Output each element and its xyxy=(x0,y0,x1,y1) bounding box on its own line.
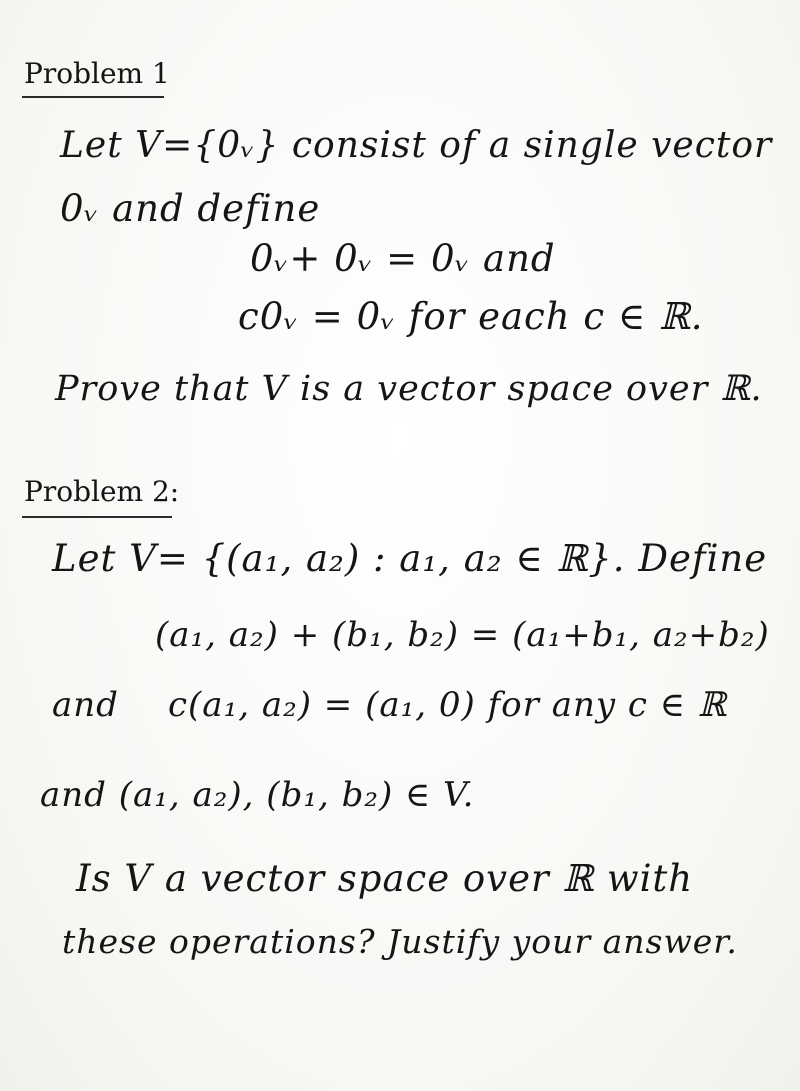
problem-2-heading: Problem 2: xyxy=(24,475,180,508)
problem-1-equation-addition: 0ᵥ+ 0ᵥ = 0ᵥ and xyxy=(250,237,556,280)
problem-1-statement-line-1: Let V={0ᵥ} consist of a single vector xyxy=(60,125,773,166)
problem-1-equation-scalar: c0ᵥ = 0ᵥ for each c ∈ ℝ. xyxy=(238,295,704,338)
problem-2-equation-addition: (a₁, a₂) + (b₁, b₂) = (a₁+b₁, a₂+b₂) xyxy=(155,615,770,655)
problem-2-equation-scalar: c(a₁, a₂) = (a₁, 0) for any c ∈ ℝ xyxy=(168,685,727,725)
problem-2-question-line-2: these operations? Justify your answer. xyxy=(62,922,738,961)
problem-1-statement-line-2: 0ᵥ and define xyxy=(60,187,321,230)
problem-2-membership-line: and (a₁, a₂), (b₁, b₂) ∈ V. xyxy=(40,775,475,815)
problem-2-statement-line-1: Let V= {(a₁, a₂) : a₁, a₂ ∈ ℝ}. Define xyxy=(52,537,768,580)
problem-2-question-line-1: Is V a vector space over ℝ with xyxy=(76,857,694,900)
problem-2-and-label: and xyxy=(52,685,119,725)
problem-2-underline xyxy=(22,516,172,518)
problem-1-underline xyxy=(22,96,164,98)
problem-1-prove-line: Prove that V is a vector space over ℝ. xyxy=(55,369,763,409)
problem-1-heading: Problem 1 xyxy=(24,57,170,90)
